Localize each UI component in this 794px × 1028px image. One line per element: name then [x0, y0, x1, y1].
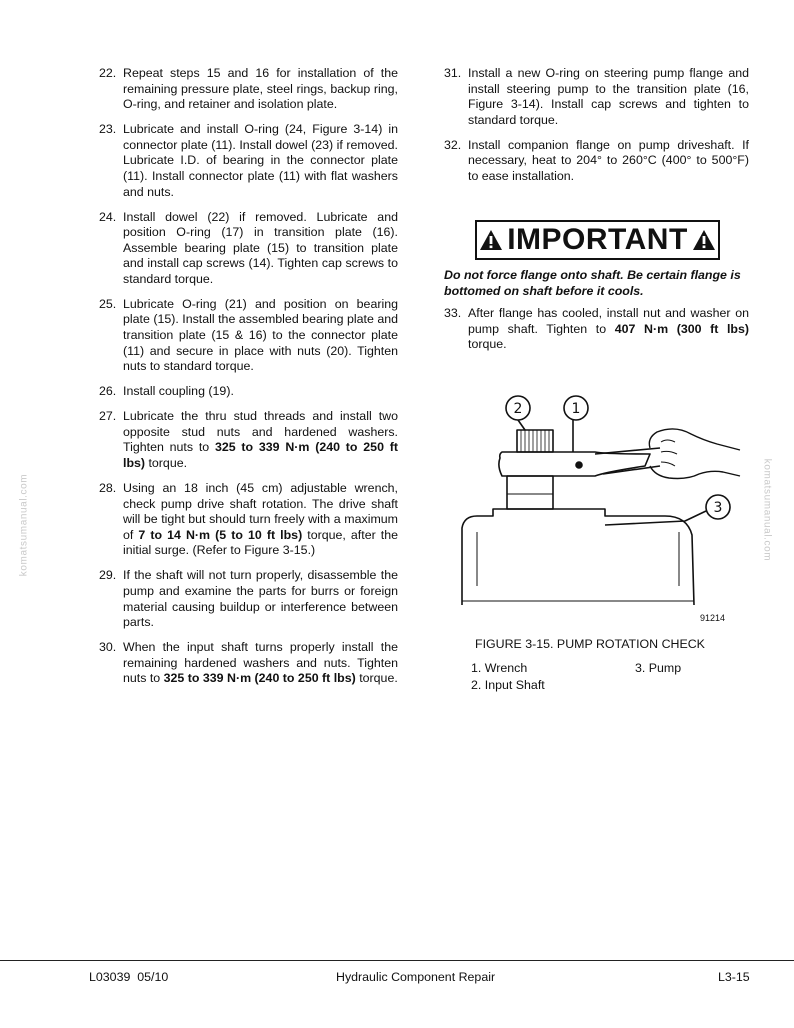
figure-caption: FIGURE 3-15. PUMP ROTATION CHECK	[475, 637, 705, 651]
step-number: 27.	[99, 409, 117, 424]
callout-1: 1	[571, 401, 581, 417]
warning-triangle-icon	[479, 229, 503, 251]
pump-rotation-figure	[455, 390, 745, 630]
step-text: Lubricate the thru stud threads and install two opposite stud nuts and hardened washers. Tighten nuts to 325 to 339 N·m (240 to 250 ft lbs) torque.	[123, 409, 398, 471]
wrench	[499, 452, 650, 476]
step-text: Install dowel (22) if removed. Lubricate and position O-ring (17) in transition plate (16). Assemble bearing plate (15) to transition plate and install cap screws (14). Tighten cap screws to standard torque.	[123, 209, 398, 286]
step-number: 28.	[99, 481, 117, 495]
step-25	[99, 297, 398, 375]
callout-2: 2	[513, 401, 523, 417]
right-column-bottom	[444, 306, 749, 362]
watermark-left: komatsumanual.com	[18, 473, 30, 577]
footer-section-title: Hydraulic Component Repair	[336, 970, 496, 984]
step-number: 30.	[99, 640, 117, 655]
callout-3: 3	[713, 500, 723, 516]
step-number: 32.	[444, 137, 462, 152]
footer-rule	[0, 960, 794, 961]
step-text: Install coupling (19).	[123, 384, 234, 399]
footer-doc-id: L03039 05/10	[89, 970, 169, 984]
step-30	[99, 640, 398, 687]
step-26	[99, 384, 398, 400]
legend-item-wrench: 1. Wrench	[471, 661, 528, 675]
watermark-right: komatsumanual.com	[761, 458, 773, 562]
input-shaft	[507, 476, 553, 509]
step-29	[99, 568, 398, 630]
pump-body	[462, 509, 694, 605]
right-column-top	[444, 66, 749, 194]
hand	[649, 429, 740, 479]
warning-triangle-icon	[692, 229, 716, 251]
important-label: IMPORTANT	[507, 223, 688, 256]
step-number: 29.	[99, 568, 117, 583]
step-27	[99, 409, 398, 471]
important-caution-text: Do not force flange onto shaft. Be certain flange is bottomed on shaft before it cools.	[444, 268, 741, 298]
left-column	[99, 66, 398, 696]
step-number: 31.	[444, 66, 462, 80]
important-banner	[475, 220, 720, 260]
footer-page-number: L3-15	[718, 970, 750, 984]
step-31	[444, 66, 749, 128]
step-number: 22.	[99, 66, 117, 80]
step-text: Install a new O-ring on steering pump flange and install steering pump to the transition plate (16, Figure 3-14). Install cap screws and tighten to standard torque.	[468, 66, 749, 127]
step-number: 25.	[99, 296, 117, 311]
step-number: 33.	[444, 306, 462, 320]
step-text: If the shaft will not turn properly, disassemble the pump and examine the parts for burrs or foreign material causing buildup or interference between parts.	[123, 568, 398, 630]
step-24	[99, 210, 398, 288]
legend-item-pump: 3. Pump	[635, 661, 682, 675]
step-22	[99, 66, 398, 113]
step-number: 23.	[99, 122, 117, 137]
step-text: When the input shaft turns properly install the remaining hardened washers and nuts. Tighten nuts to 325 to 339 N·m (240 to 250 ft lbs) torque.	[123, 640, 398, 686]
step-text: Install companion flange on pump driveshaft. If necessary, heat to 204° to 260°C (400° to 500°F) to ease installation.	[468, 137, 749, 183]
flange-nut	[517, 430, 553, 452]
step-32	[444, 138, 749, 185]
step-number: 26.	[99, 384, 117, 399]
legend-item-input-shaft: 2. Input Shaft	[471, 678, 545, 692]
step-number: 24.	[99, 209, 117, 224]
step-text: After flange has cooled, install nut and washer on pump shaft. Tighten to 407 N·m (300 ft lbs) torque.	[468, 306, 749, 352]
step-28	[99, 481, 398, 559]
step-text: Using an 18 inch (45 cm) adjustable wrench, check pump drive shaft rotation. The drive shaft will be tight but should turn freely with a maximum of 7 to 14 N·m (5 to 10 ft lbs) torque, after the initial surge. (Refer to Figure 3-15.)	[123, 481, 399, 558]
step-23	[99, 122, 398, 200]
figure-id: 91214	[699, 613, 725, 623]
step-33	[444, 306, 749, 353]
step-text: Lubricate and install O-ring (24, Figure 3-14) in connector plate (11). Install dowel (23) if removed. Lubricate I.D. of bearing in the connector plate (11). Install connector plate (11) with flat washers and nuts.	[123, 122, 398, 199]
step-text: Repeat steps 15 and 16 for installation of the remaining pressure plate, steel rings, backup ring, O-ring, and retainer and isolation plate.	[123, 66, 398, 112]
step-text: Lubricate O-ring (21) and position on bearing plate (15). Install the assembled bearing plate and transition plate (15 & 16) to the connector plate (11) and secure in place with nuts (20). Tighten nuts to standard torque.	[123, 296, 398, 374]
